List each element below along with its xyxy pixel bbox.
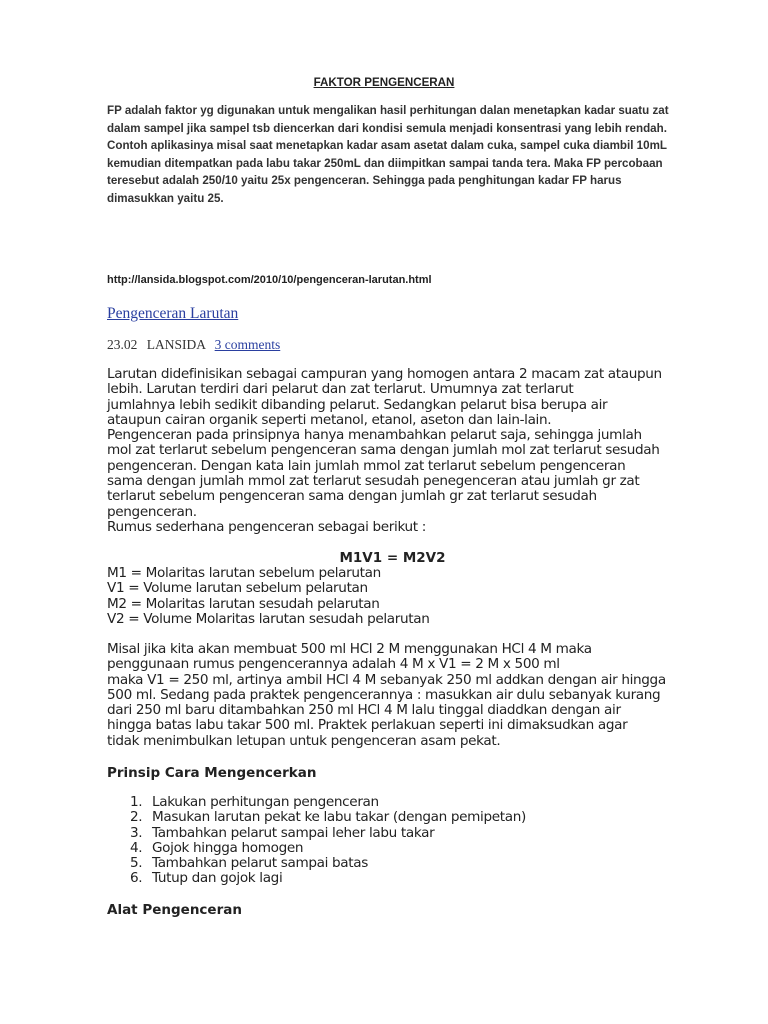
list-number: 5.	[130, 855, 143, 872]
example-paragraph	[107, 642, 666, 749]
post-author: LANSIDA	[146, 337, 206, 352]
formula-definitions	[107, 566, 430, 627]
post-time: 23.02	[107, 337, 138, 352]
text-line: kemudian ditempatkan pada labu takar 250mL dan diimpitkan sampai tanda tera. Maka FP percobaan	[107, 156, 663, 170]
list-number: 1.	[130, 794, 143, 810]
text-line: Pengenceran pada prinsipnya hanya menambahkan pelarut saja, sehingga jumlah	[107, 427, 642, 444]
text-line: maka V1 = 250 ml, artinya ambil HCl 4 M sebanyak 250 ml addkan dengan air hingga	[107, 671, 666, 688]
text-line: 500 ml. Sedang pada praktek pengencerannya : masukkan air dulu sebanyak kurang	[107, 686, 661, 703]
text-line: terlarut sebelum pengenceran sama dengan jumlah gr zat terlarut sesudah	[107, 488, 597, 505]
text-line: mol zat terlarut sebelum pengenceran sama dengan jumlah mol zat terlarut sesudah	[107, 442, 660, 459]
text-line: V2 = Volume Molaritas larutan sesudah pelarutan	[107, 610, 430, 627]
text-line: ataupun cairan organik seperti metanol, etanol, aseton dan lain-lain.	[107, 411, 552, 428]
list-text: Gojok hingga homogen	[152, 839, 304, 856]
text-line: tidak menimbulkan letupan untuk pengenceran asam pekat.	[107, 732, 501, 749]
post-meta	[107, 337, 280, 353]
text-line: Misal jika kita akan membuat 500 ml HCl 2 M menggunakan HCl 4 M maka	[107, 641, 592, 657]
post-title-link[interactable]: Pengenceran Larutan	[107, 305, 239, 322]
text-line: dari 250 ml baru ditambahkan 250 ml HCl 4 M lalu tinggal diaddkan dengan air	[107, 702, 621, 719]
text-line: pengenceran. Dengan kata lain jumlah mmol zat terlarut sebelum pengenceran	[107, 457, 626, 474]
comments-link[interactable]: 3 comments	[214, 337, 281, 352]
list-number: 2.	[130, 809, 143, 826]
text-line: V1 = Volume larutan sebelum pelarutan	[107, 580, 368, 597]
text-line: sama dengan jumlah mmol zat terlarut sesudah penegenceran atau jumlah gr zat	[107, 473, 640, 490]
text-line: jumlahnya lebih sedikit dibanding pelarut. Sedangkan pelarut bisa berupa air	[107, 396, 608, 413]
text-line: Contoh aplikasinya misal saat menetapkan kadar asam asetat dalam cuka, sampel cuka diambil 10mL	[107, 139, 667, 153]
list-text: Tambahkan pelarut sampai leher labu takar	[152, 824, 435, 841]
section-title: FAKTOR PENGENCERAN	[313, 76, 455, 89]
source-url[interactable]: http://lansida.blogspot.com/2010/10/pengenceran-larutan.html	[107, 274, 432, 286]
list-number: 4.	[130, 839, 143, 856]
list-number: 6.	[130, 870, 143, 887]
list-text: Masukan larutan pekat ke labu takar (dengan pemipetan)	[152, 809, 526, 826]
text-line: penggunaan rumus pengencerannya adalah 4 M x V1 = 2 M x 500 ml	[107, 656, 560, 673]
dilution-formula: M1V1 = M2V2	[339, 550, 446, 566]
text-line: dimasukkan yaitu 25.	[107, 191, 224, 205]
list-number: 3.	[130, 824, 143, 841]
text-line: Rumus sederhana pengenceran sebagai berikut :	[107, 518, 426, 535]
text-line: M1 = Molaritas larutan sebelum pelarutan	[107, 565, 381, 581]
list-text: Lakukan perhitungan pengenceran	[152, 794, 379, 810]
definition-paragraph	[107, 367, 662, 535]
text-line: dalam sampel jika sampel tsb diencerkan dari kondisi semula menjadi konsentrasi yang lebih rendah.	[107, 121, 667, 135]
text-line: M2 = Molaritas larutan sesudah pelarutan	[107, 595, 380, 612]
list-item	[130, 841, 526, 856]
list-text: Tutup dan gojok lagi	[152, 870, 283, 887]
list-item	[130, 795, 526, 810]
text-line: pengenceran.	[107, 503, 197, 520]
fp-paragraph	[107, 102, 669, 208]
text-line: lebih. Larutan terdiri dari pelarut dan zat terlarut. Umumnya zat terlarut	[107, 381, 574, 398]
steps-list	[130, 795, 526, 887]
text-line: hingga batas labu takar 500 ml. Praktek perlakuan seperti ini dimaksudkan agar	[107, 717, 628, 734]
heading-alat: Alat Pengenceran	[107, 902, 242, 918]
text-line: teresebut adalah 250/10 yaitu 25x pengenceran. Sehingga pada penghitungan kadar FP harus	[107, 174, 622, 188]
list-item	[130, 826, 526, 841]
text-line: FP adalah faktor yg digunakan untuk mengalikan hasil perhitungan dalan menetapkan kadar suatu zat	[107, 104, 669, 117]
text-line: Larutan didefinisikan sebagai campuran yang homogen antara 2 macam zat ataupun	[107, 366, 662, 382]
list-item	[130, 810, 526, 825]
list-text: Tambahkan pelarut sampai batas	[152, 855, 368, 872]
list-item	[130, 871, 526, 886]
list-item	[130, 856, 526, 871]
heading-prinsip: Prinsip Cara Mengencerkan	[107, 765, 317, 781]
